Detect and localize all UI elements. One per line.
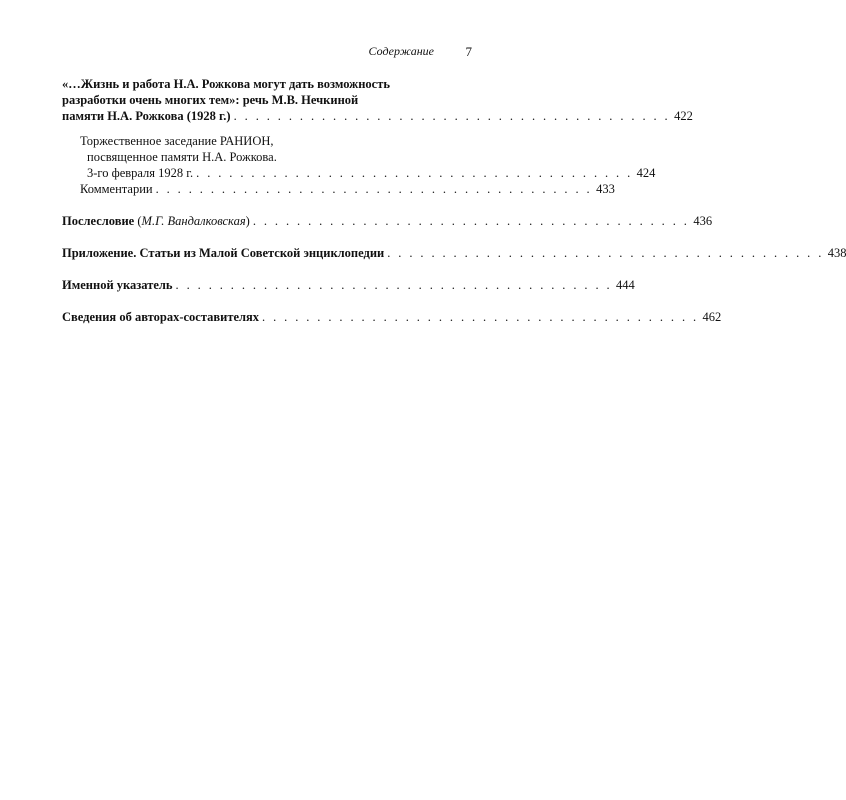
toc-entry-title: Комментарии — [80, 182, 153, 196]
toc-entry-line: 3-го февраля 1928 г. — [87, 166, 194, 180]
toc-entry-line: памяти Н.А. Рожкова (1928 г.) — [62, 109, 231, 123]
toc-page-number: 422 — [674, 109, 693, 123]
toc-entry-ranion-session[interactable] — [62, 133, 656, 181]
dot-leader: . . . . . . . . . . . . . . . . . . . . . . . . . . . . . . . . . . . . . . . . — [252, 214, 690, 228]
toc-entry-commentary[interactable] — [62, 181, 615, 197]
dot-leader: . . . . . . . . . . . . . . . . . . . . . . . . . . . . . . . . . . . . . . . . — [175, 278, 613, 292]
dot-leader: . . . . . . . . . . . . . . . . . . . . . . . . . . . . . . . . . . . . . . . . — [196, 166, 633, 180]
toc-page-number: 444 — [616, 278, 635, 292]
paren-close: ) — [245, 214, 250, 228]
paren-open: ( — [134, 214, 142, 228]
toc-entry-line: разработки очень многих тем»: речь М.В. Нечкиной — [62, 93, 359, 107]
toc-entry-afterword[interactable] — [62, 213, 713, 229]
toc-entry-name-index[interactable] — [62, 277, 635, 293]
toc-entry-title: Именной указатель — [62, 278, 173, 292]
table-of-contents — [62, 76, 846, 325]
toc-entry-title: Сведения об авторах-составителях — [62, 310, 260, 324]
toc-entry-appendix[interactable] — [62, 245, 846, 261]
toc-page-number: 438 — [827, 246, 846, 260]
toc-page-number: 424 — [636, 166, 656, 180]
page-number: 7 — [465, 44, 472, 59]
toc-page-number: 462 — [702, 310, 722, 324]
dot-leader: . . . . . . . . . . . . . . . . . . . . . . . . . . . . . . . . . . . . . . . . — [155, 182, 593, 196]
toc-page-number: 436 — [693, 214, 713, 228]
running-header — [62, 44, 472, 60]
dot-leader: . . . . . . . . . . . . . . . . . . . . . . . . . . . . . . . . . . . . . . . . — [233, 109, 671, 123]
toc-entry-line: посвященное памяти Н.А. Рожкова. — [87, 150, 277, 164]
toc-entry-nechkina-speech[interactable] — [62, 76, 693, 124]
toc-entry-title: Приложение. Статьи из Малой Советской энциклопедии — [62, 246, 385, 260]
toc-entry-author: М.Г. Вандалковская — [141, 214, 246, 228]
dot-leader: . . . . . . . . . . . . . . . . . . . . . . . . . . . . . . . . . . . . . . . . — [262, 310, 699, 324]
toc-entry-line: «…Жизнь и работа Н.А. Рожкова могут дать возможность — [62, 77, 390, 91]
running-header-title: Содержание — [368, 44, 434, 58]
dot-leader: . . . . . . . . . . . . . . . . . . . . . . . . . . . . . . . . . . . . . . . . — [387, 246, 824, 260]
toc-page-number: 433 — [596, 182, 615, 196]
toc-entry-title: Послесловие — [62, 214, 135, 228]
toc-entry-line: Торжественное заседание РАНИОН, — [80, 134, 274, 148]
toc-entry-about-compilers[interactable] — [62, 309, 722, 325]
